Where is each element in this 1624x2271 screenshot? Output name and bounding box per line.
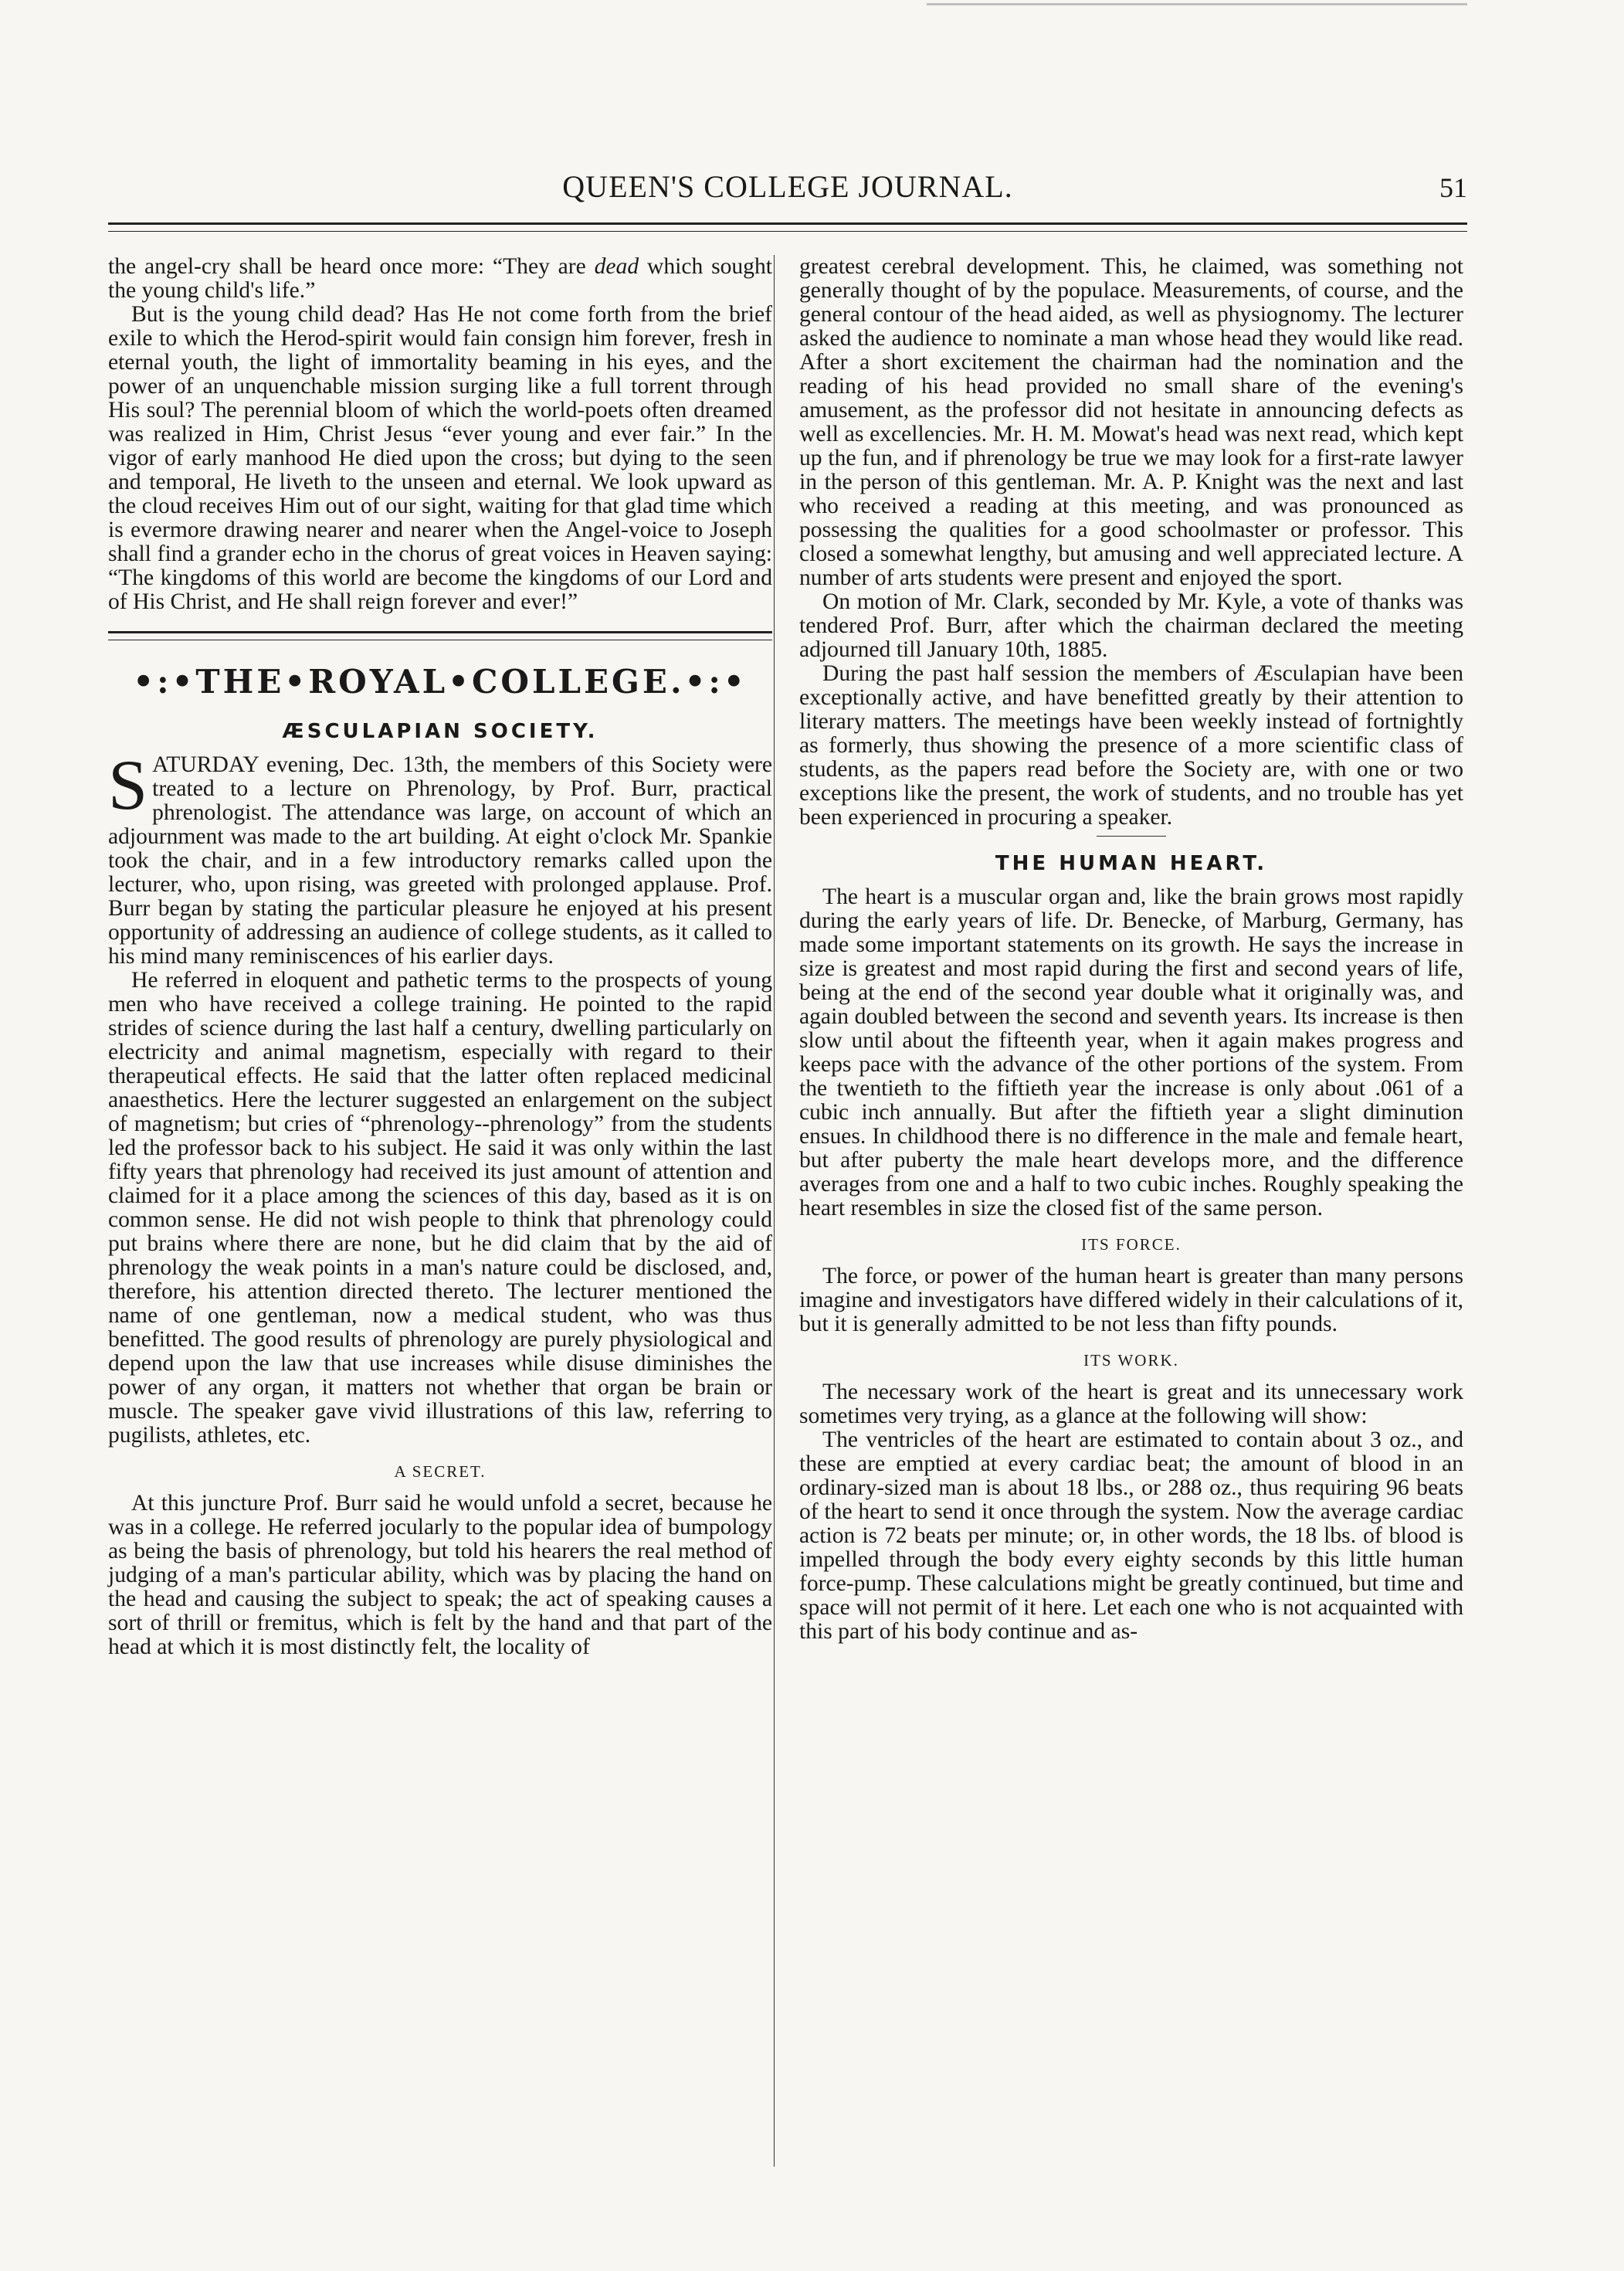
secret-heading: A SECRET.: [394, 1462, 487, 1481]
journal-title: QUEEN'S COLLEGE JOURNAL.: [562, 169, 1013, 204]
page-number: 51: [1439, 172, 1467, 203]
aesculapian-society-heading: ÆSCULAPIAN SOCIETY.: [282, 720, 598, 743]
section-rule: [108, 631, 772, 640]
human-heart-heading: THE HUMAN HEART.: [995, 852, 1268, 875]
top-edge-rule: [927, 3, 1467, 5]
work-paragraph-2: The ventricles of the heart are estimated to contain about 3 oz., and these are emptied at every cardiac beat; the amount of blood in an ordinary-sized man is about 18 lbs., or 288 oz., thus requiring 96 beats of the heart to send it once through the system. Now the average cardiac action is 72 beats per minute; or, in other words, the 18 lbs. of blood is impelled through the body every eighty seconds by this little human force-pump. These calculations might be greatly continued, but time and space will not permit of it here. Let each one who is not acquainted with this part of his body continue and as-: [799, 1427, 1463, 1644]
header-rule: [108, 222, 1467, 232]
its-force-heading: ITS FORCE.: [1081, 1235, 1182, 1254]
drop-cap: S: [108, 745, 148, 824]
left-column: [108, 255, 772, 1659]
continued-paragraph-3: During the past half session the members of Æsculapian have been exceptionally active, and have benefitted greatly by their attention to literary matters. The meetings have been weekly instead of fortnightly as formerly, thus showing the presence of a more scientific class of students, as the papers read before the Society are, with one or two exceptions like the present, the work of students, and no trouble has yet been experienced in procuring a speaker.: [799, 661, 1463, 830]
right-column: [799, 255, 1463, 1644]
intro-paragraph-1: [108, 255, 772, 303]
short-rule: [1097, 836, 1166, 837]
continued-paragraph-1: greatest cerebral development. This, he claimed, was something not generally thought of by the populace. Measurements, of course, and the general contour of the head aided, as well as physiognomy. The lecturer asked the audience to nominate a man whose head they would like read. After a short excitement the chairman had the nomination and the reading of his head provided no small share of the evening's amusement, as the professor did not hesitate in announcing defects as well as excellencies. Mr. H. M. Mowat's head was next read, which kept up the fun, and if phrenology be true we may look for a first-rate lawyer in the person of this gentleman. Mr. A. P. Knight was the next and last who received a reading at this meeting, and was pronounced as possessing the qualities for a good schoolmaster or professor. This closed a somewhat lengthy, but amusing and well appreciated lecture. A number of arts students were present and enjoyed the sport.: [799, 254, 1463, 590]
column-divider: [774, 255, 775, 2167]
secret-paragraph: At this juncture Prof. Burr said he would unfold a secret, because he was in a college. He referred jocularly to the popular idea of bumpology as being the basis of phrenology, but told his hearers the real method of judging of a man's particular ability, which was by placing the hand on the head and causing the subject to speak; the act of speaking causes a sort of thrill or fremitus, which is felt by the hand and that part of the head at which it is most distinctly felt, the locality of: [108, 1491, 772, 1659]
heart-paragraph-1: The heart is a muscular organ and, like the brain grows most rapidly during the early years of life. Dr. Benecke, of Marburg, Germany, has made some important statements on its growth. He says the increase in size is greatest and most rapid during the first and second years of life, being at the end of the second year double what it originally was, and again doubled between the second and seventh years. Its increase is then slow until about the fifteenth year, when it again makes progress and keeps pace with the advance of the other portions of the system. From the twentieth to the fiftieth year the increase is only about .061 of a cubic inch annually. But after the fiftieth year a slight diminution ensues. In childhood there is no difference in the male and female heart, but after puberty the male heart develops more, and the difference averages from one and a half to two cubic inches. Roughly speaking the heart resembles in size the closed fist of the same person.: [799, 884, 1463, 1220]
intro-paragraph-2: But is the young child dead? Has He not come forth from the brief exile to which the Herod-spirit would fain consign him forever, fresh in eternal youth, the light of immortality beaming in his eyes, and the power of an unquenchable mission surging like a full torrent through His soul? The perennial bloom of which the world-poets often dreamed was realized in Him, Christ Jesus “ever young and ever fair.” In the vigor of early manhood He died upon the cross; but dying to the seen and temporal, He liveth to the unseen and eternal. We look upward as the cloud receives Him out of our sight, waiting for that glad time which is evermore drawing nearer and nearer when the Angel-voice to Joseph shall find a grander echo in the chorus of great voices in Heaven saying: “The kingdoms of this world are become the kingdoms of our Lord and of His Christ, and He shall reign forever and ever!”: [108, 302, 772, 614]
work-paragraph-1: The necessary work of the heart is great and its unnecessary work sometimes very trying, as a glance at the following will show:: [799, 1380, 1463, 1428]
its-work-heading: ITS WORK.: [1083, 1351, 1179, 1370]
intro-text-b: which sought the young child's life.”: [108, 254, 772, 303]
royal-college-masthead: •:•THE•ROYAL•COLLEGE.•:•: [133, 663, 748, 701]
page-header: [108, 168, 1467, 215]
intro-text-a: the angel-cry shall be heard once more: “They are: [108, 254, 595, 279]
society-paragraph-1: [108, 745, 772, 969]
intro-text-em: dead: [594, 254, 639, 279]
continued-paragraph-2: On motion of Mr. Clark, seconded by Mr. Kyle, a vote of thanks was tendered Prof. Burr, after which the chairman declared the meeting adjourned till January 10th, 1885.: [799, 589, 1463, 662]
society-paragraph-2: He referred in eloquent and pathetic terms to the prospects of young men who have received a college training. He pointed to the rapid strides of science during the last half a century, dwelling particularly on electricity and animal magnetism, especially with regard to their therapeutical effects. He said that the latter often replaced medicinal anaesthetics. Here the lecturer suggested an enlargement on the subject of magnetism; but cries of “phrenology--phrenology” from the students led the professor back to his subject. He said it was only within the last fifty years that phrenology had received its just amount of attention and claimed for it a place among the sciences of this day, based as it is on common sense. He did not wish people to think that phrenology could put brains where there are none, but he did claim that by the aid of phrenology the weak points in a man's nature could be disclosed, and, therefore, his attention directed thereto. The lecturer mentioned the name of one gentleman, now a medical student, who was thus benefitted. The good results of phrenology are purely physiological and depend upon the law that use increases while disuse diminishes the power of any organ, it matters not whether that organ be brain or muscle. The speaker gave vivid illustrations of this law, referring to pugilists, athletes, etc.: [108, 968, 772, 1448]
society-paragraph-1-text: ATURDAY evening, Dec. 13th, the members of this Society were treated to a lecture on Phrenology, by Prof. Burr, practical phrenologist. The attendance was large, on account of which an adjournment was made to the art building. At eight o'clock Mr. Spankie took the chair, and in a few introductory remarks called upon the lecturer, who, upon rising, was greeted with prolonged applause. Prof. Burr began by stating the particular pleasure he enjoyed at his present opportunity of addressing an audience of college students, as it called to his mind many reminiscences of his earlier days.: [108, 752, 772, 969]
force-paragraph: The force, or power of the human heart is greater than many persons imagine and investigators have differed widely in their calculations of it, but it is generally admitted to be not less than fifty pounds.: [799, 1264, 1463, 1336]
